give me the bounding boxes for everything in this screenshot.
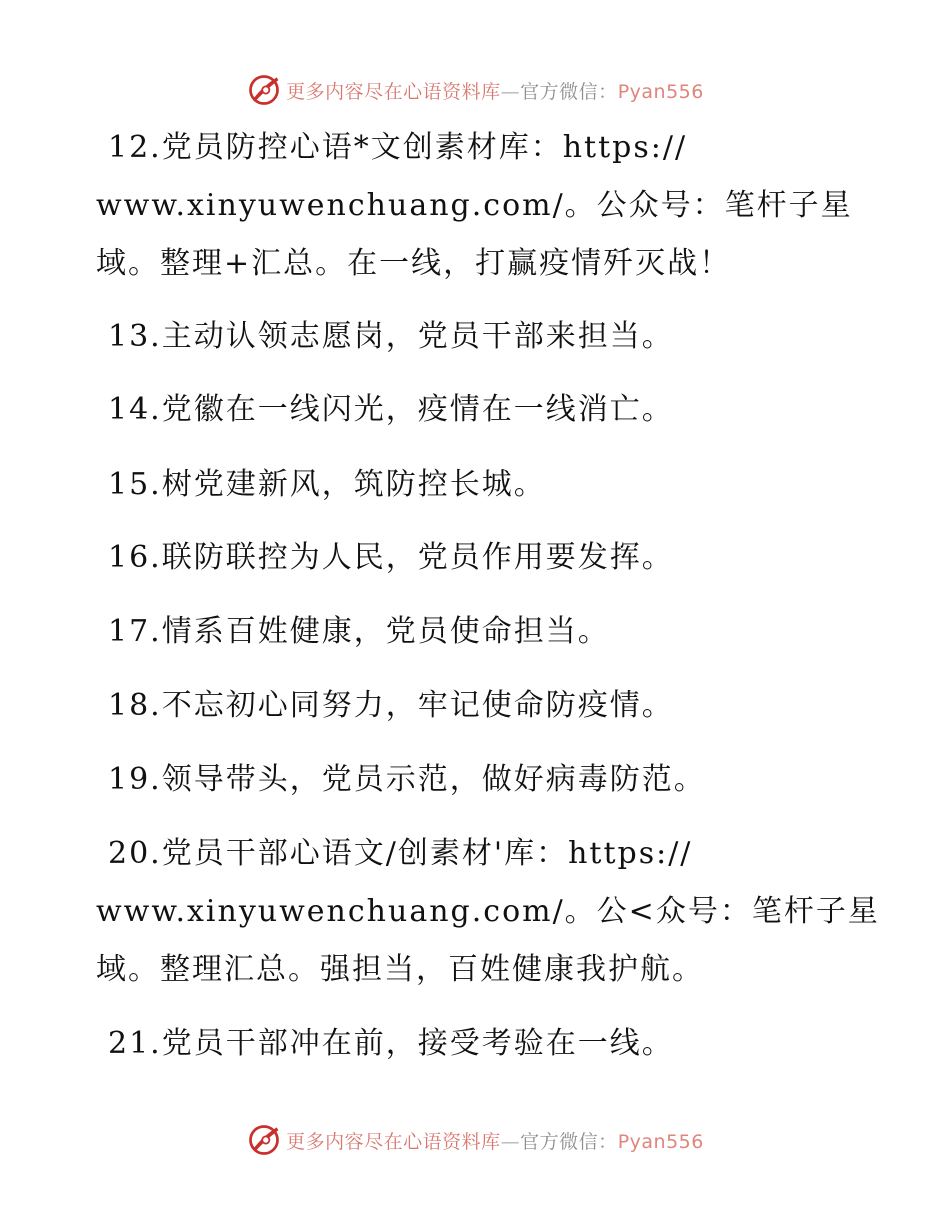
text-line: 21.党员干部冲在前，接受考验在一线。 [108, 1026, 674, 1061]
watermark-text [286, 77, 704, 104]
watermark-official: 官方微信： [520, 1130, 618, 1153]
pen-logo-icon [246, 72, 282, 108]
header-watermark [0, 70, 950, 110]
text-line: 14.党徽在一线闪光，疫情在一线消亡。 [108, 392, 674, 427]
text-line: 13.主动认领志愿岗，党员干部来担当。 [108, 319, 674, 354]
watermark-dash: — [500, 80, 521, 103]
pen-logo-icon [246, 1122, 282, 1158]
text-line: 18.不忘初心同努力，牢记使命防疫情。 [108, 688, 674, 723]
text-line: 12.党员防控心语*文创素材库：https:// [108, 130, 688, 165]
watermark-dash: — [500, 1130, 521, 1153]
text-line: 15.树党建新风，筑防控长城。 [108, 467, 546, 502]
watermark-handle: Pyan556 [617, 1130, 704, 1153]
text-line: 16.联防联控为人民，党员作用要发挥。 [108, 540, 674, 575]
watermark-main: 更多内容尽在心语资料库 [286, 1130, 501, 1153]
watermark-main: 更多内容尽在心语资料库 [286, 80, 501, 103]
watermark-handle: Pyan556 [617, 80, 704, 103]
watermark-text [286, 1127, 704, 1154]
footer-watermark [0, 1120, 950, 1160]
text-line: 17.情系百姓健康，党员使命担当。 [108, 614, 610, 649]
watermark-official: 官方微信： [520, 80, 618, 103]
text-line: 域。整理+汇总。在一线，打赢疫情歼灭战！ [96, 246, 732, 281]
text-line-url: www.xinyuwenchuang.com/。公众号：笔杆子星 [96, 188, 853, 223]
text-line: 19.领导带头，党员示范，做好病毒防范。 [108, 762, 706, 797]
text-line-url: www.xinyuwenchuang.com/。公<众号：笔杆子星 [96, 894, 880, 929]
text-line: 20.党员干部心语文/创素材'库：https:// [108, 836, 693, 871]
text-line: 域。整理汇总。强担当，百姓健康我护航。 [96, 952, 704, 987]
